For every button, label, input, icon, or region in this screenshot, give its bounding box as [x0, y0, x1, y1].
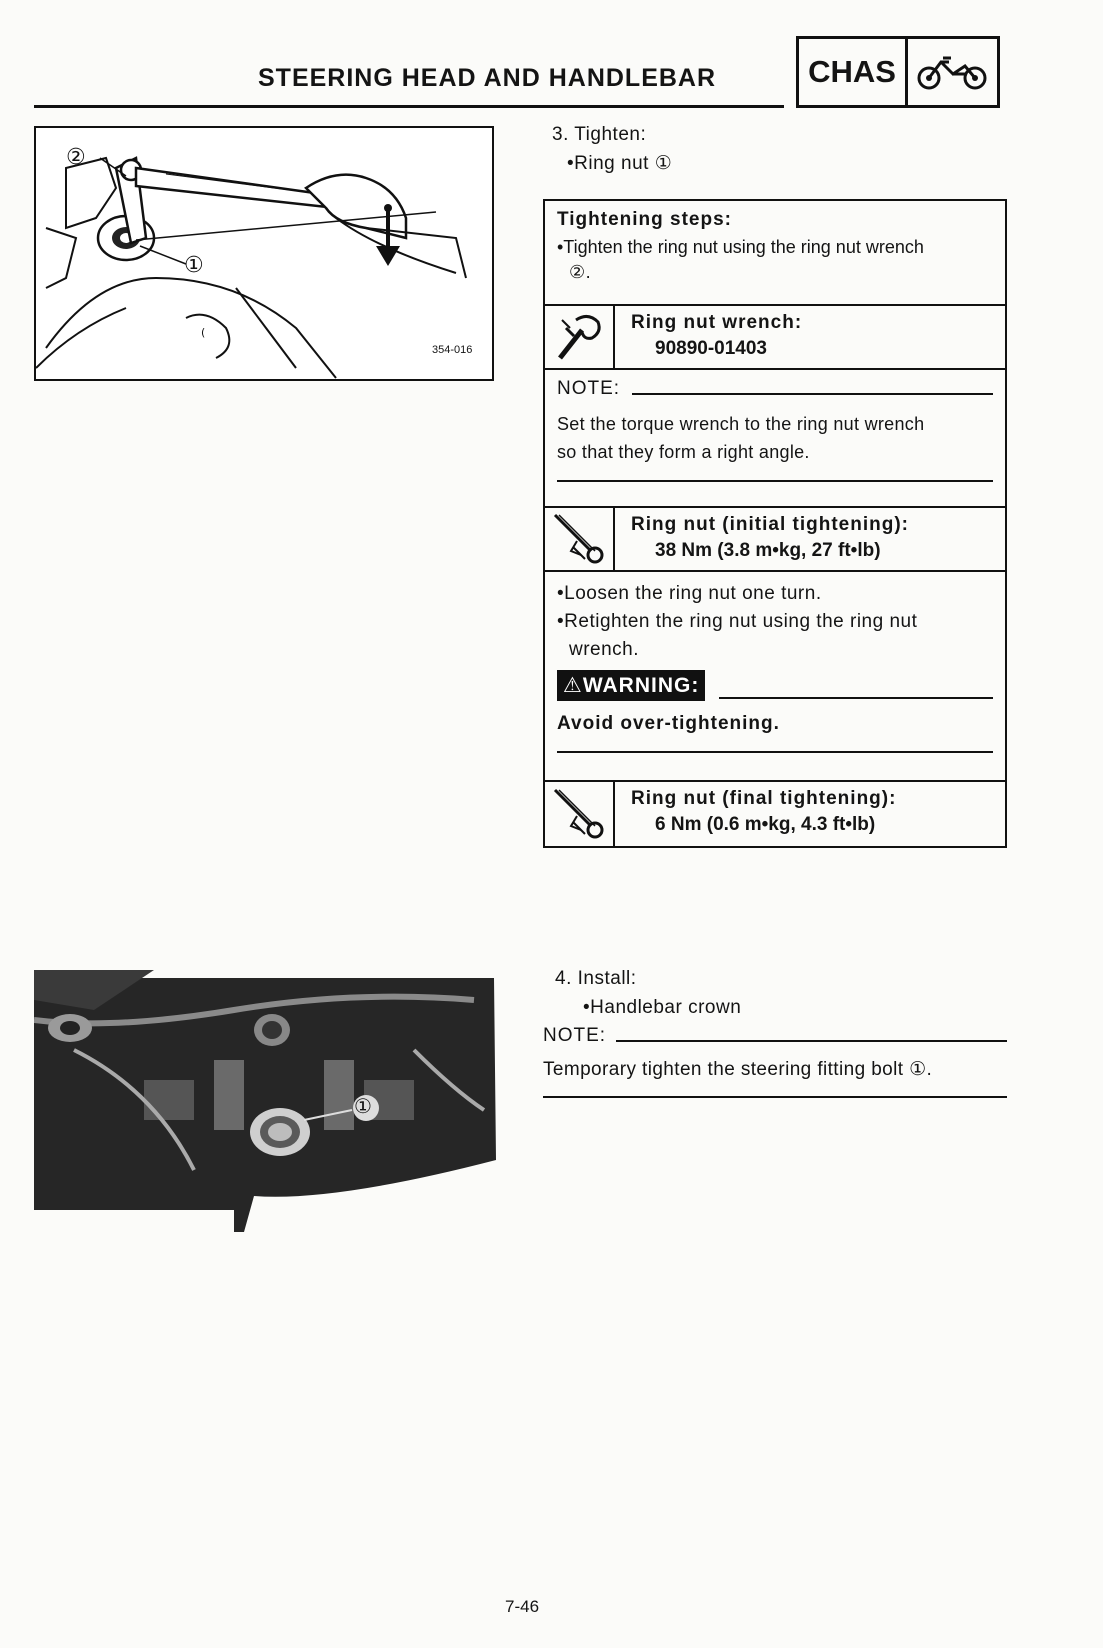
special-tool-icon: [545, 306, 615, 368]
special-tool-name: Ring nut wrench:: [631, 312, 803, 333]
callout-1: ①: [184, 252, 204, 277]
step-4-label: 4. Install:: [555, 968, 637, 989]
warning-badge: ⚠WARNING:: [557, 670, 705, 701]
note-1-heading: [557, 378, 993, 400]
section-badge: [796, 36, 1000, 108]
torque-initial-value: 38 Nm (3.8 m•kg, 27 ft•lb): [655, 540, 881, 561]
special-tool-row: [543, 304, 1007, 370]
torque-final-name: Ring nut (final tightening):: [631, 788, 897, 809]
handlebar-crown-photo: [34, 970, 496, 1232]
note-2-heading: [543, 1025, 1007, 1047]
tightening-steps-box: [543, 199, 1007, 306]
loosen-steps-box: [543, 570, 1007, 782]
svg-text:(: (: [201, 326, 206, 339]
note-2-text: Temporary tighten the steering fitting bolt ①.: [543, 1059, 933, 1080]
tightening-step-1-cont: ②.: [569, 262, 592, 282]
ring-nut-tightening-illustration: [34, 126, 494, 381]
note-1-rule: [632, 393, 993, 395]
note-2-end-rule: [543, 1096, 1007, 1098]
tightening-steps-heading: Tightening steps:: [557, 209, 732, 230]
loosen-step-1: •Loosen the ring nut one turn.: [557, 583, 822, 604]
tightening-step-1: •Tighten the ring nut using the ring nut wrench: [557, 237, 924, 257]
note-1-line-2: so that they form a right angle.: [557, 442, 810, 462]
photo-callout-1: ①: [354, 1096, 372, 1118]
torque-final-row: [543, 780, 1007, 848]
torque-final-value: 6 Nm (0.6 m•kg, 4.3 ft•lb): [655, 814, 876, 835]
special-tool-part-number: 90890-01403: [655, 338, 767, 359]
page-title: STEERING HEAD AND HANDLEBAR: [258, 64, 717, 92]
step-4-item: •Handlebar crown: [583, 997, 742, 1018]
loosen-step-2: •Retighten the ring nut using the ring nut: [557, 611, 918, 632]
note-2-rule: [616, 1040, 1007, 1042]
step-3-item: •Ring nut ①: [567, 153, 673, 174]
step-3-label: 3. Tighten:: [552, 124, 647, 145]
motorcycle-icon: [908, 39, 997, 105]
note-2-title: NOTE:: [543, 1025, 607, 1046]
torque-wrench-icon: [545, 508, 615, 570]
header-rule: [34, 105, 784, 108]
page-number: 7-46: [505, 1597, 540, 1616]
warning-text: Avoid over-tightening.: [557, 713, 780, 734]
figure-ref: 354-016: [432, 344, 473, 356]
note-1-line-1: Set the torque wrench to the ring nut wrench: [557, 414, 925, 434]
torque-initial-name: Ring nut (initial tightening):: [631, 514, 909, 535]
warning-rule: [719, 697, 993, 699]
loosen-step-2-cont: wrench.: [569, 639, 640, 660]
note-1-end-rule: [557, 480, 993, 482]
note-1-title: NOTE:: [557, 378, 621, 399]
torque-wrench-icon: [545, 782, 615, 846]
torque-initial-row: [543, 506, 1007, 572]
callout-2: ②: [66, 144, 86, 169]
section-label: CHAS: [799, 39, 908, 105]
warning-end-rule: [557, 751, 993, 753]
note-box-1: [543, 368, 1007, 508]
